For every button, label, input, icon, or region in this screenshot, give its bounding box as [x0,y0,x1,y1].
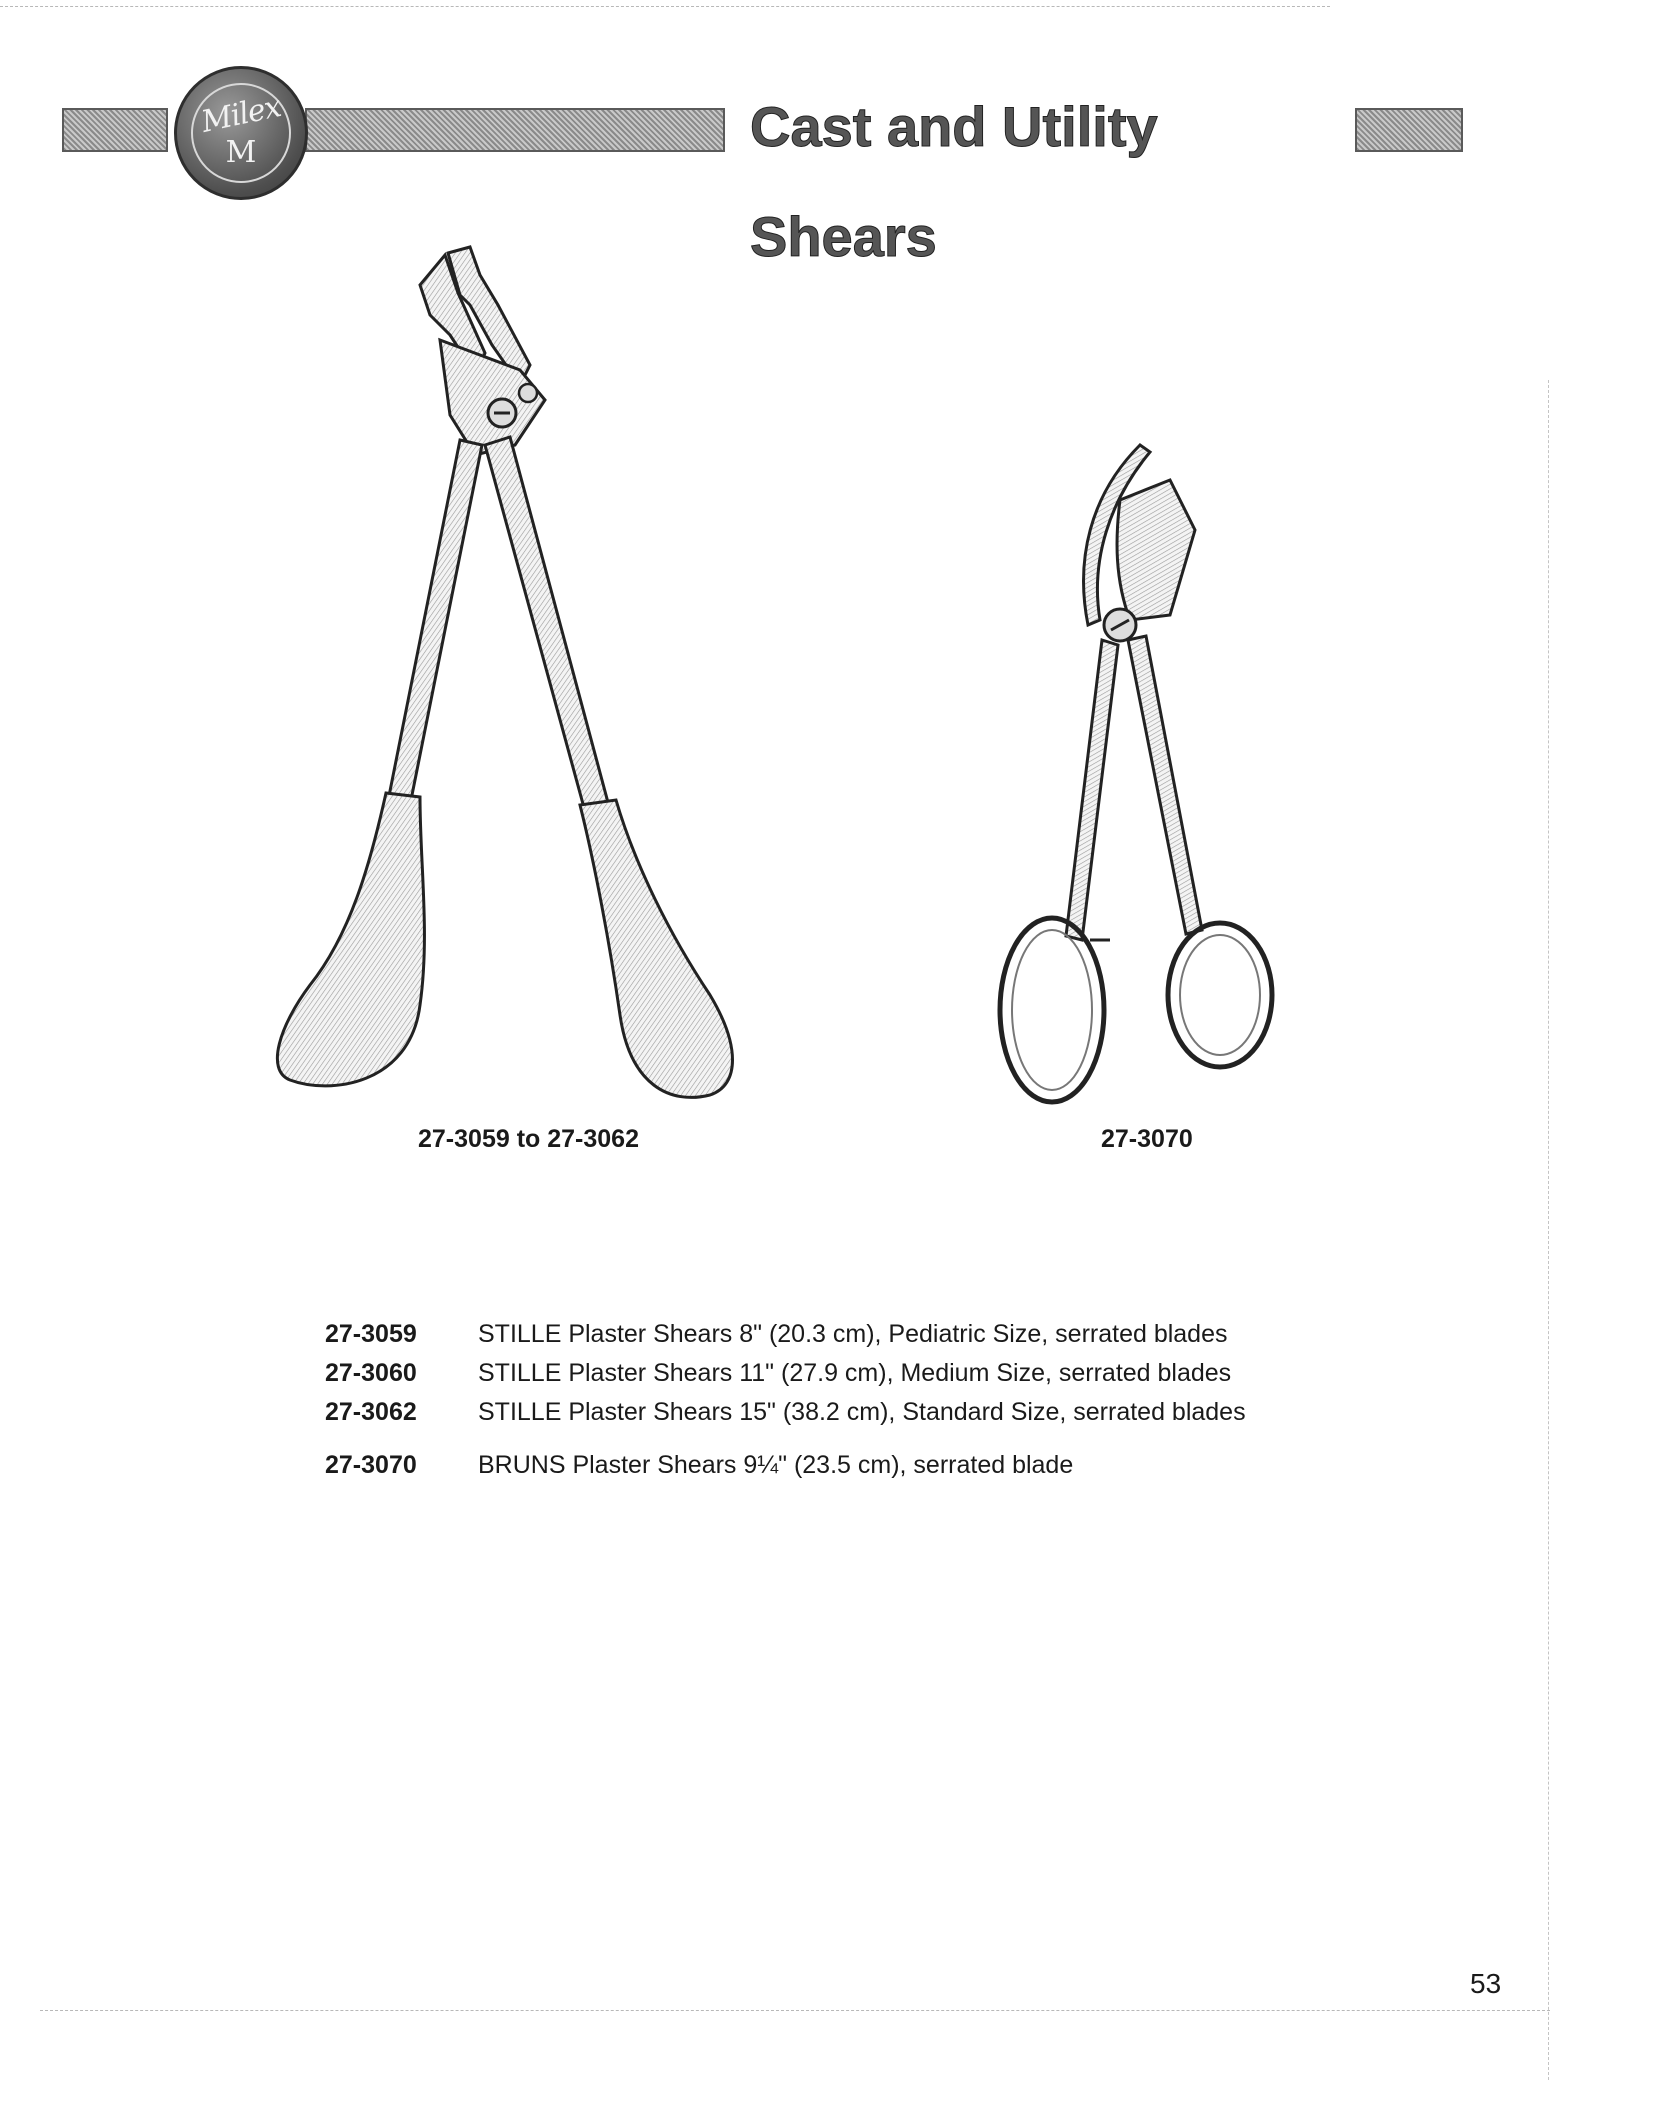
product-code: 27-3060 [325,1359,417,1387]
product-description: BRUNS Plaster Shears 9¼" (23.5 cm), serrated blade [478,1451,1074,1479]
product-row [325,1315,1325,1354]
scan-edge-right [1548,380,1549,2080]
product-row [325,1393,1325,1432]
stille-plaster-shears-icon [270,245,810,1115]
page-title: Cast and Utility Shears [750,95,1158,268]
bruns-plaster-shears-icon [990,440,1290,1120]
product-description: STILLE Plaster Shears 8" (20.3 cm), Pediatric Size, serrated blades [478,1320,1228,1348]
product-row [325,1354,1325,1393]
logo-monogram: M [225,135,257,170]
bruns-plaster-shears-illustration [990,440,1290,1120]
product-description: STILLE Plaster Shears 15" (38.2 cm), Standard Size, serrated blades [478,1398,1246,1426]
header-band-left [62,108,168,152]
caption-bruns-shears: 27-3070 [1101,1125,1193,1153]
milex-logo [174,66,308,200]
product-list [325,1315,1325,1485]
logo-wordmark: Milex [198,89,284,140]
scan-edge-bottom [40,2010,1550,2011]
scan-edge-top [0,6,1330,7]
product-code: 27-3059 [325,1320,417,1348]
stille-plaster-shears-illustration [270,245,810,1115]
header-band-right [1355,108,1463,152]
product-row [325,1446,1325,1485]
caption-stille-shears: 27-3059 to 27-3062 [418,1125,639,1153]
header-band-middle [305,108,725,152]
product-description: STILLE Plaster Shears 11" (27.9 cm), Medium Size, serrated blades [478,1359,1232,1387]
page-number: 53 [1470,1968,1502,1999]
product-code: 27-3062 [325,1398,417,1426]
product-code: 27-3070 [325,1451,417,1479]
